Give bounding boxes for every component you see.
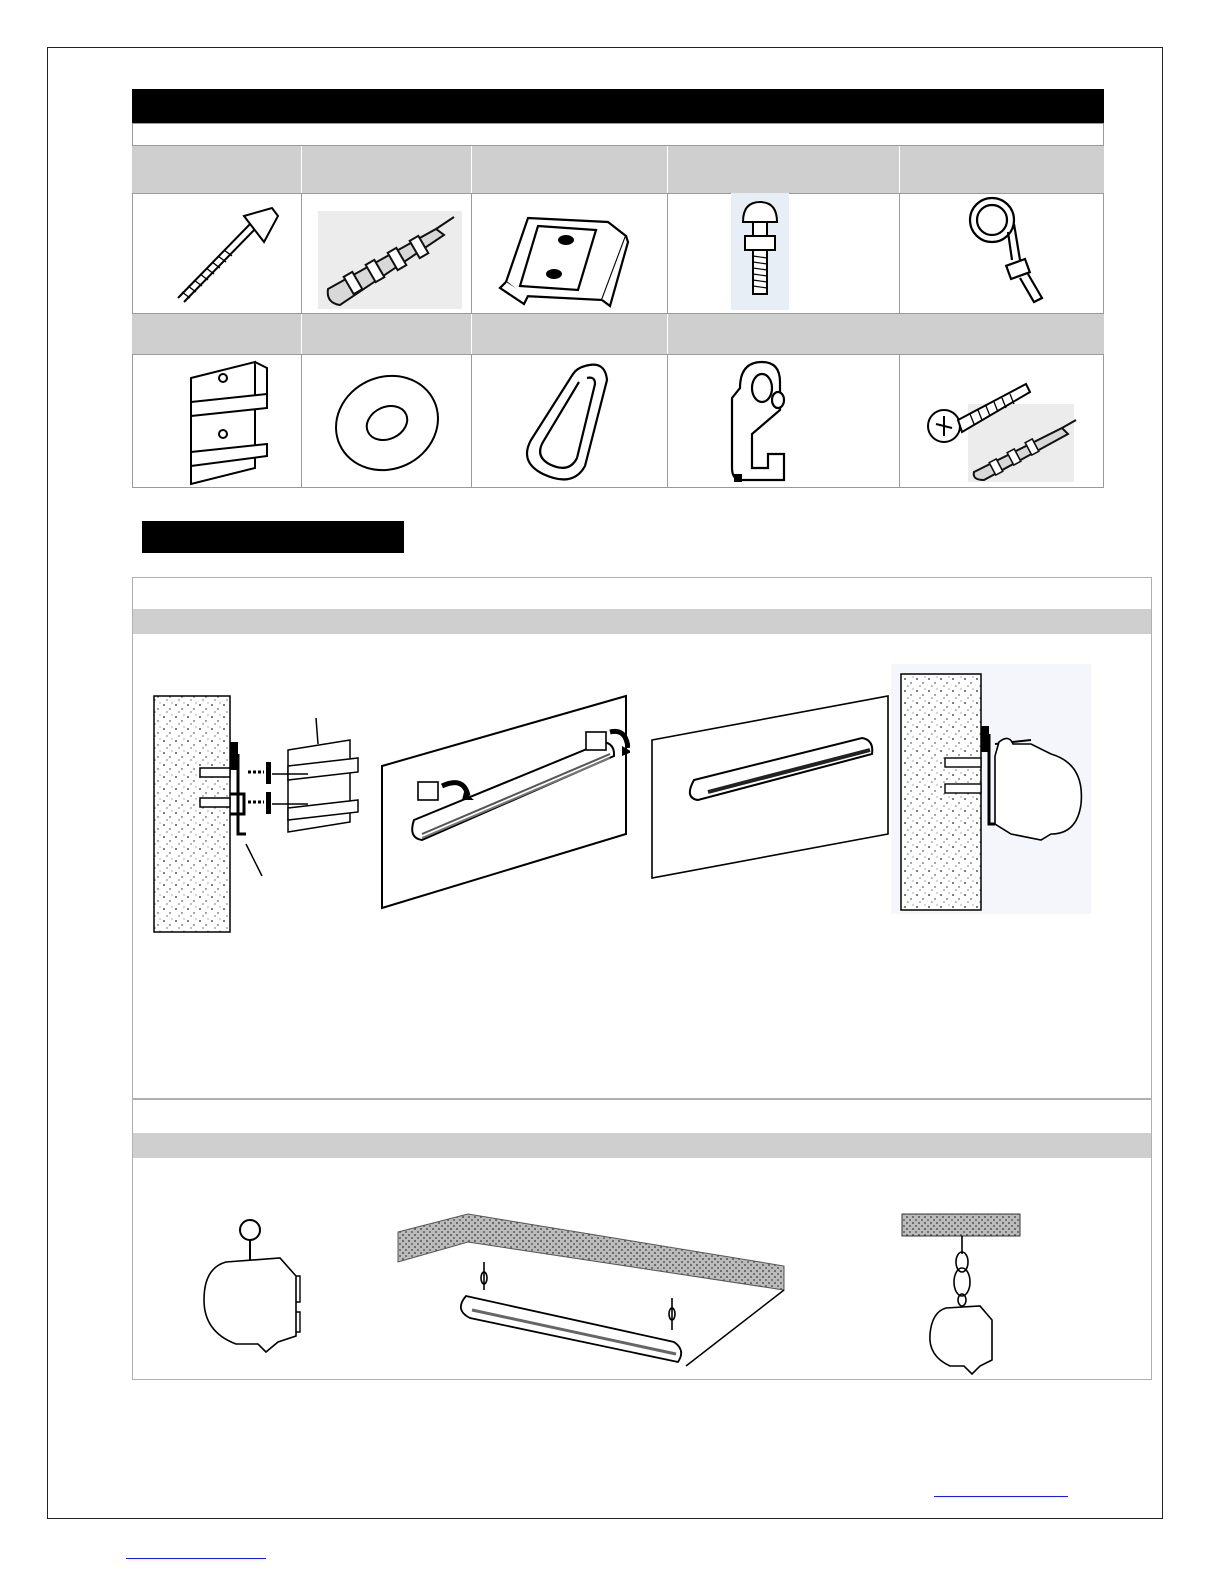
- parts-row-1-header: [132, 146, 1104, 193]
- wall-anchor-icon: [318, 211, 462, 309]
- wall-mount-subtitle-bar: [133, 609, 1151, 634]
- wall-cross-section-diagram: [891, 664, 1091, 914]
- installation-heading: [142, 521, 404, 553]
- footer-link[interactable]: [934, 1496, 1068, 1497]
- wall-mount-title: [140, 582, 1140, 606]
- eye-hook-icon: [950, 194, 1050, 308]
- washer-icon: [330, 368, 445, 478]
- wall-blind-mounted-diagram: [648, 694, 892, 880]
- ceiling-hook-icon: [722, 358, 812, 486]
- wall-blind-clip-diagram: [378, 692, 630, 914]
- bottom-link[interactable]: [126, 1558, 266, 1559]
- wall-bracket-exploded-diagram: [150, 690, 370, 940]
- ceiling-blind-diagram: [396, 1210, 788, 1370]
- wall-bracket-icon: [185, 358, 275, 486]
- screw-and-anchor-icon: [922, 368, 1082, 482]
- bolt-with-nut-icon: [731, 196, 789, 306]
- wall-mount-notes: [150, 960, 1130, 1080]
- ceiling-mount-subtitle-bar: [133, 1133, 1151, 1158]
- ceiling-hanging-diagram: [900, 1210, 1024, 1378]
- mounting-clip-icon: [498, 208, 638, 308]
- parts-header-band: [132, 89, 1104, 123]
- eye-hook-cassette-diagram: [196, 1216, 306, 1364]
- parts-row-2-header: [132, 314, 1104, 354]
- carabiner-icon: [515, 358, 625, 486]
- parts-caption-row: [132, 123, 1104, 146]
- ceiling-mount-title: [140, 1104, 1140, 1128]
- carriage-bolt-icon: [160, 200, 290, 308]
